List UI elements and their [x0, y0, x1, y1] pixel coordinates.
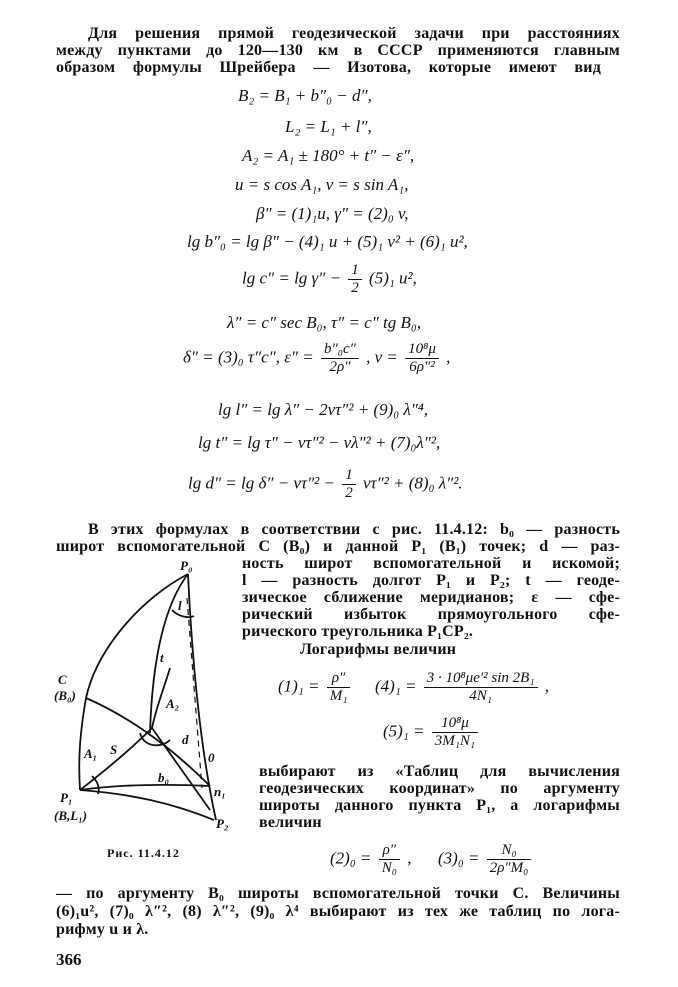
label-P2: P₂ — [216, 816, 229, 831]
formula-L2: L₂ = L₁ + l″, — [285, 117, 372, 136]
formula-nu-end: , — [446, 347, 451, 367]
label-C: C — [58, 672, 67, 687]
para3-line-3: рифму u и λ. — [56, 921, 149, 938]
para1-line-1: В этих формулах в соответствии с рис. 11.4.12: b₀ — разность — [88, 521, 620, 538]
para2-side-4: величин — [259, 814, 322, 831]
fraction-denominator: 4N₁ — [469, 688, 492, 704]
arc-P1-lower — [80, 790, 214, 820]
formula-lg-d-left: lg d″ = lg δ″ − ντ″² − — [188, 473, 335, 493]
fraction-numerator: 1 — [348, 262, 362, 280]
formula-2-0-comma: , — [407, 848, 412, 868]
fraction-numerator: 1 — [342, 467, 356, 485]
fraction-denominator: 2ρ″ — [329, 359, 351, 375]
fraction-denominator: 3M₁N₁ — [434, 733, 476, 749]
fraction-numerator: 3 · 10⁸μe′² sin 2B₁ — [424, 670, 538, 688]
para1-side-1: ность широт вспомогательной и искомой; — [242, 555, 620, 572]
label-P0: P₀ — [180, 558, 193, 573]
geodesic-triangle-figure — [52, 558, 252, 843]
para2-side-3: широты данного пункта P₁, а логарифмы — [259, 797, 620, 814]
formula-lg-d-right: ντ″² + (8)₀ λ″². — [362, 473, 463, 493]
formula-delta-eps-nu — [183, 341, 450, 376]
formula-1-1-label: (1)₁ = — [278, 676, 320, 696]
fraction-3-0 — [487, 842, 532, 877]
para1-side-5: рического треугольника P₁CP₂. — [242, 623, 474, 640]
fraction-denominator: N₀ — [381, 860, 397, 876]
para1-side-4: рический избыток прямоугольного сфе- — [242, 606, 620, 623]
formula-lg-c-left: lg c″ = lg γ″ − — [242, 268, 342, 288]
fraction-numerator: ρ″ — [379, 842, 400, 860]
para1-line-2: широт вспомогательной C (B₀) и данной P₁ (B₁) точек; d — раз- — [56, 538, 620, 555]
formula-lg-t: lg t″ = lg τ″ − ντ″² − νλ″² + (7)₀λ″², — [198, 433, 441, 452]
label-d: d — [182, 732, 189, 747]
fraction-numerator: N₀ — [487, 842, 532, 860]
formula-nu-label: , ν = — [366, 347, 398, 367]
intro-line-2: между пунктами до 120—130 км в СССР применяются главным — [56, 42, 620, 59]
formula-2-0 — [330, 842, 411, 877]
fraction-half-2 — [342, 467, 356, 502]
page-number: 366 — [56, 950, 82, 969]
formula-1-1 — [278, 670, 353, 705]
para3-line-2: (6)₁u², (7)₀ λ″², (8) λ″², (9)₀ λ⁴ выбирают из тех же таблиц по лога- — [56, 903, 620, 920]
fraction-numerator: 10⁸μ — [432, 715, 478, 733]
formula-4-1-label: (4)₁ = — [375, 676, 417, 696]
para3-line-1: — по аргументу B₀ широты вспомогательной точки C. Величины — [56, 885, 620, 902]
formula-u-v: u = s cos A₁, v = s sin A₁, — [235, 175, 409, 194]
formula-lg-b0: lg b″₀ = lg β″ − (4)₁ u + (5)₁ v² + (6)₁ u², — [187, 232, 468, 251]
fraction-1-1 — [327, 670, 351, 705]
meridian-arc-right — [188, 574, 216, 820]
fraction-denominator: 2 — [351, 280, 359, 296]
formula-3-0-label: (3)₀ = — [438, 848, 480, 868]
formula-B2: B₂ = B₁ + b″₀ − d″, — [238, 86, 372, 105]
intro-line-1: Для решения прямой геодезической задачи при расстояниях — [88, 25, 620, 42]
label-A1: A₁ — [84, 746, 98, 761]
label-n1: n₁ — [214, 784, 226, 799]
para2-side-1: выбирают из «Таблиц для вычисления — [259, 763, 620, 780]
formula-4-1 — [375, 670, 549, 705]
label-B0: (B₀) — [54, 688, 76, 703]
label-b0: b₀ — [158, 770, 170, 785]
formula-lg-l: lg l″ = lg λ″ − 2ντ″² + (9)₀ λ″⁴, — [218, 400, 429, 419]
label-B-L1: (B,L₁) — [54, 808, 88, 823]
fraction-nu — [405, 341, 439, 376]
fraction-denominator: 2ρ″M₀ — [489, 860, 529, 876]
formula-5-1 — [383, 715, 481, 750]
label-S: S — [110, 742, 118, 757]
dashed-meridian — [187, 598, 202, 788]
formula-A2: A₂ = A₁ ± 180° + t″ − ε″, — [242, 146, 415, 165]
para1-side-3: зическое сближение меридианов; ε — сфе- — [242, 589, 620, 606]
formula-lambda-tau: λ″ = c″ sec B₀, τ″ = c″ tg B₀, — [227, 313, 422, 332]
formula-lg-c-right: (5)₁ u², — [369, 268, 417, 288]
fraction-numerator: b″₀c″ — [321, 341, 359, 359]
fraction-2-0 — [379, 842, 400, 877]
formula-3-0 — [438, 842, 534, 877]
fraction-denominator: M₁ — [329, 688, 348, 704]
fraction-eps — [321, 341, 359, 376]
intro-line-3: образом формулы Шрейбера — Изотова, которые имеют вид — [56, 59, 601, 76]
formula-2-0-label: (2)₀ = — [330, 848, 372, 868]
fraction-denominator: 2 — [345, 485, 353, 501]
label-0: 0 — [208, 750, 215, 765]
label-P1: P₁ — [60, 790, 73, 805]
label-t: t — [160, 650, 164, 665]
arc-C-n1 — [86, 698, 210, 786]
fraction-half — [348, 262, 362, 297]
label-l: l — [178, 598, 182, 613]
para1-side-2: l — разность долгот P₁ и P₂; t — геоде- — [242, 572, 620, 589]
formula-lg-c — [242, 262, 417, 297]
log-heading: Логарифмы величин — [300, 641, 457, 658]
fraction-numerator: ρ″ — [327, 670, 351, 688]
fraction-numerator: 10⁸μ — [405, 341, 439, 359]
formula-beta-gamma: β″ = (1)₁u, γ″ = (2)₀ v, — [256, 204, 409, 223]
fraction-denominator: 6ρ″² — [409, 359, 435, 375]
figure-caption: Рис. 11.4.12 — [107, 846, 180, 860]
formula-delta-left: δ″ = (3)₀ τ″c″, ε″ = — [183, 347, 314, 367]
fraction-4-1 — [424, 670, 538, 705]
label-A2: A₂ — [166, 696, 180, 711]
formula-5-1-label: (5)₁ = — [383, 721, 425, 741]
formula-lg-d — [188, 467, 463, 502]
para2-side-2: геодезических координат» по аргументу — [259, 780, 620, 797]
fraction-5-1 — [432, 715, 478, 750]
formula-4-1-comma: , — [544, 676, 550, 696]
